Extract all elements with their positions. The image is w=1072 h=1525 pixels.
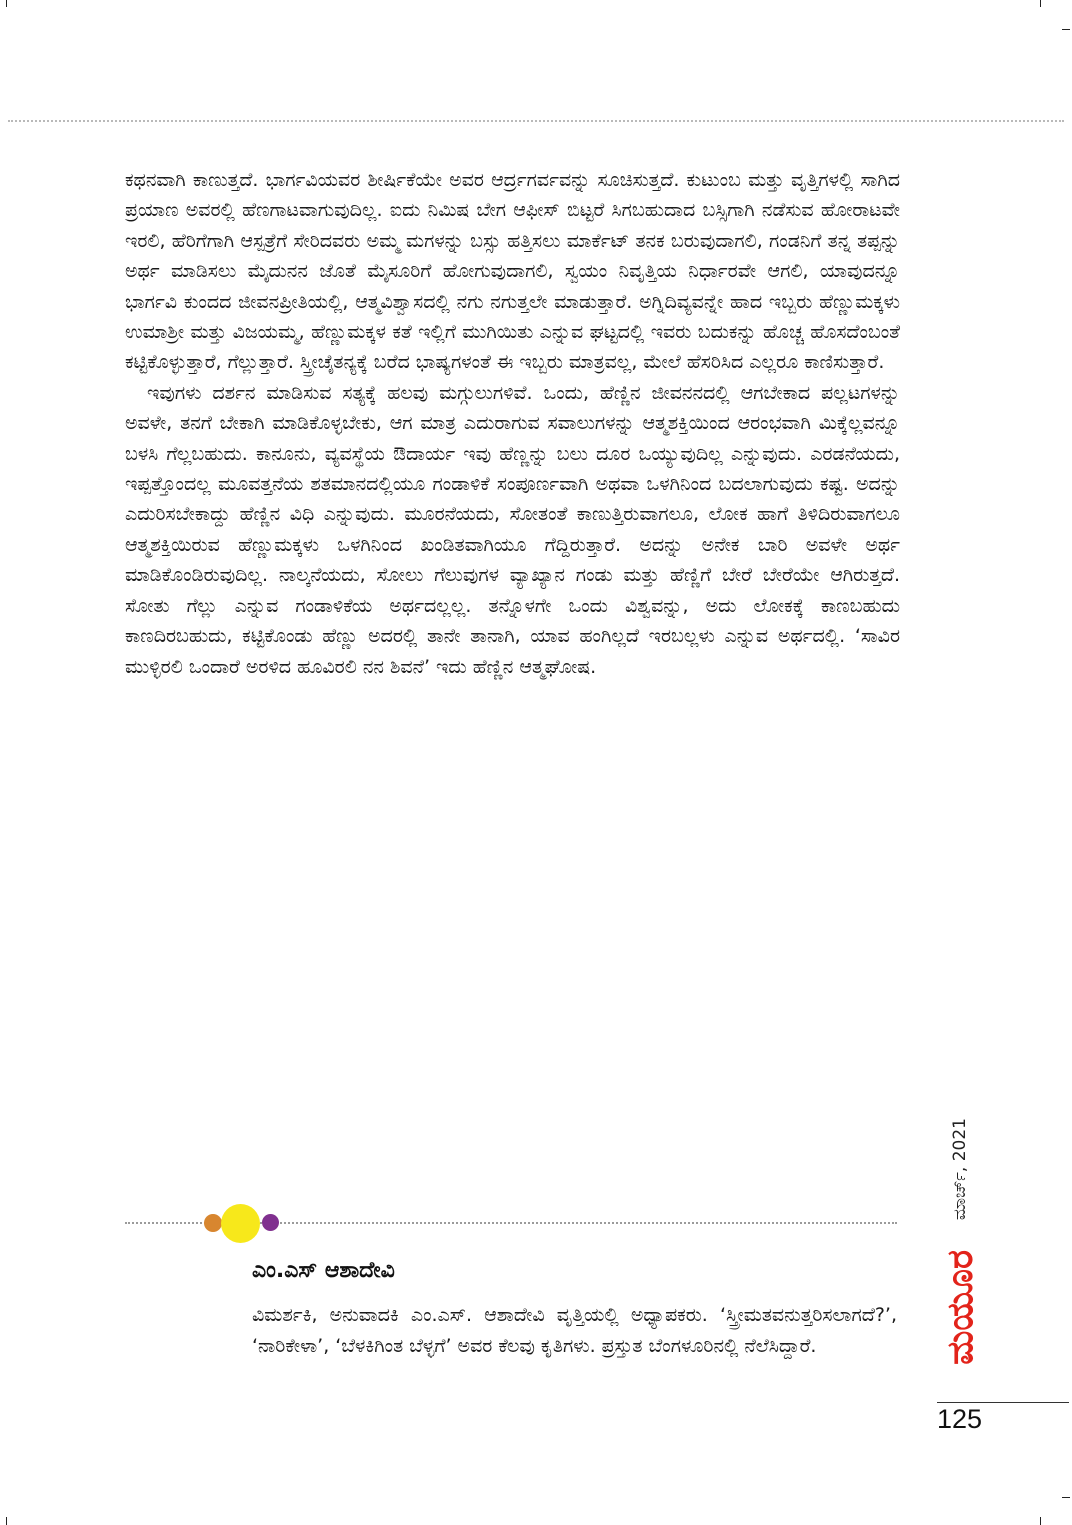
crop-mark-bottom-left [6,1517,7,1525]
magazine-logo-text: ಮಯೂರ [939,1249,981,1365]
article-paragraph-1: ಕಥನವಾಗಿ ಕಾಣುತ್ತದೆ. ಭಾರ್ಗವಿಯವರ ಶೀರ್ಷಿಕೆಯೇ ಅವರ ಆರ್ದ್ರಗರ್ವವನ್ನು ಸೂಚಿಸುತ್ತದೆ. ಕುಟುಂಬ ಮತ್ತು ವೃತ್ತಿಗಳಲ್ಲಿ ಸಾಗಿದ ಪ್ರಯಾಣ ಅವರಲ್ಲಿ ಹೆಣಗಾಟವಾಗುವುದಿಲ್ಲ. ಐದು ನಿಮಿಷ ಬೇಗ ಆಫೀಸ್ ಬಿಟ್ಟರೆ ಸಿಗಬಹುದಾದ ಬಸ್ಸಿಗಾಗಿ ನಡೆಸುವ ಹೋರಾಟವೇ ಇರಲಿ, ಹೆರಿಗೆಗಾಗಿ ಆಸ್ಪತ್ರೆಗೆ ಸೇರಿದವರು ಅಮ್ಮ ಮಗಳನ್ನು ಬಸ್ಸು ಹತ್ತಿಸಲು ಮಾರ್ಕೆಟ್ ತನಕ ಬರುವುದಾಗಲಿ, ಗಂಡನಿಗೆ ತನ್ನ ತಪ್ಪನ್ನು ಅರ್ಥ ಮಾಡಿಸಲು ಮೈದುನನ ಜೊತೆ ಮೈಸೂರಿಗೆ ಹೋಗುವುದಾಗಲಿ, ಸ್ವಯಂ ನಿವೃತ್ತಿಯ ನಿರ್ಧಾರವೇ ಆಗಲಿ, ಯಾವುದನ್ನೂ ಭಾರ್ಗವಿ ಕುಂದದ ಜೀವನಪ್ರೀತಿಯಲ್ಲಿ, ಆತ್ಮವಿಶ್ವಾಸದಲ್ಲಿ ನಗು ನಗುತ್ತಲೇ ಮಾಡುತ್ತಾರೆ. ಅಗ್ನಿದಿವ್ಯವನ್ನೇ ಹಾದ ಇಬ್ಬರು ಹೆಣ್ಣುಮಕ್ಕಳು ಉಮಾಶ್ರೀ ಮತ್ತು ವಿಜಯಮ್ಮ, ಹೆಣ್ಣುಮಕ್ಕಳ ಕತೆ ಇಲ್ಲಿಗೆ ಮುಗಿಯಿತು ಎನ್ನುವ ಘಟ್ಟದಲ್ಲಿ ಇವರು ಬದುಕನ್ನು ಹೊಚ್ಚ ಹೊಸದೆಂಬಂತೆ ಕಟ್ಟಿಕೊಳ್ಳುತ್ತಾರೆ, ಗೆಲ್ಲುತ್ತಾರೆ. ಸ್ತ್ರೀಚೈತನ್ಯಕ್ಕೆ ಬರೆದ ಭಾಷ್ಯಗಳಂತೆ ಈ ಇಬ್ಬರು ಮಾತ್ರವಲ್ಲ, ಮೇಲೆ ಹೆಸರಿಸಿದ ಎಲ್ಲರೂ ಕಾಣಿಸುತ್ತಾರೆ. [125,169,900,374]
issue-date [945,1090,975,1220]
page-number: 125 [937,1404,983,1434]
crop-mark-top-left [6,0,7,7]
crop-mark-top-right [1040,0,1041,7]
issue-date-text: ಮಾರ್ಚ್, 2021 [950,1117,970,1220]
crop-mark-bottom-right [1040,1517,1041,1525]
page-number-rule [937,1402,1069,1403]
magazine-logo [935,1232,985,1382]
article-body [125,165,900,682]
author-bio: ವಿಮರ್ಶಕಿ, ಅನುವಾದಕಿ ಎಂ.ಎಸ್. ಆಶಾದೇವಿ ವೃತ್ತಿಯಲ್ಲಿ ಅಧ್ಯಾಪಕರು. ‘ಸ್ತ್ರೀಮತವನುತ್ತರಿಸಲಾಗದೆ?’, ‘ನಾರಿಕೇಳಾ’, ‘ಬೆಳಕಿಗಿಂತ ಬೆಳ್ಳಗೆ’ ಅವರ ಕೆಲವು ಕೃತಿಗಳು. ಪ್ರಸ್ತುತ ಬೆಂಗಳೂರಿನಲ್ಲಿ ನೆಲೆಸಿದ್ದಾರೆ. [252,1304,897,1357]
author-name: ಎಂ.ಎಸ್ ಆಶಾದೇವಿ [252,1258,395,1283]
yellow-dot-ornament [221,1204,260,1243]
top-dotted-rule [8,120,1064,122]
crop-mark-right-upper [1062,29,1070,30]
crop-mark-right-lower [1062,1497,1070,1498]
orange-dot-ornament [204,1214,222,1232]
article-paragraph-2: ಇವುಗಳು ದರ್ಶನ ಮಾಡಿಸುವ ಸತ್ಯಕ್ಕೆ ಹಲವು ಮಗ್ಗುಲುಗಳಿವೆ. ಒಂದು, ಹೆಣ್ಣಿನ ಜೀವನನದಲ್ಲಿ ಆಗಬೇಕಾದ ಪಲ್ಲಟಗಳನ್ನು ಅವಳೇ, ತನಗೆ ಬೇಕಾಗಿ ಮಾಡಿಕೊಳ್ಳಬೇಕು, ಆಗ ಮಾತ್ರ ಎದುರಾಗುವ ಸವಾಲುಗಳನ್ನು ಆತ್ಮಶಕ್ತಿಯಿಂದ ಆರಂಭವಾಗಿ ಮಿಕ್ಕೆಲ್ಲವನ್ನೂ ಬಳಸಿ ಗೆಲ್ಲಬಹುದು. ಕಾನೂನು, ವ್ಯವಸ್ಥೆಯ ಔದಾರ್ಯ ಇವು ಹೆಣ್ಣನ್ನು ಬಲು ದೂರ ಒಯ್ಯುವುದಿಲ್ಲ ಎನ್ನುವುದು. ಎರಡನೆಯದು, ಇಪ್ಪತ್ತೊಂದಲ್ಲ ಮೂವತ್ತನೆಯ ಶತಮಾನದಲ್ಲಿಯೂ ಗಂಡಾಳಿಕೆ ಸಂಪೂರ್ಣವಾಗಿ ಅಥವಾ ಒಳಗಿನಿಂದ ಬದಲಾಗುವುದು ಕಷ್ಟ. ಅದನ್ನು ಎದುರಿಸಬೇಕಾದ್ದು ಹೆಣ್ಣಿನ ವಿಧಿ ಎನ್ನುವುದು. ಮೂರನೆಯದು, ಸೋತಂತೆ ಕಾಣುತ್ತಿರುವಾಗಲೂ, ಲೋಕ ಹಾಗೆ ತಿಳಿದಿರುವಾಗಲೂ ಆತ್ಮಶಕ್ತಿಯಿರುವ ಹೆಣ್ಣುಮಕ್ಕಳು ಒಳಗಿನಿಂದ ಖಂಡಿತವಾಗಿಯೂ ಗೆದ್ದಿರುತ್ತಾರೆ. ಅದನ್ನು ಅನೇಕ ಬಾರಿ ಅವಳೇ ಅರ್ಥ ಮಾಡಿಕೊಂಡಿರುವುದಿಲ್ಲ. ನಾಲ್ಕನೆಯದು, ಸೋಲು ಗೆಲುವುಗಳ ವ್ಯಾಖ್ಯಾನ ಗಂಡು ಮತ್ತು ಹೆಣ್ಣಿಗೆ ಬೇರೆ ಬೇರೆಯೇ ಆಗಿರುತ್ತದೆ. ಸೋತು ಗೆಲ್ಲು ಎನ್ನುವ ಗಂಡಾಳಿಕೆಯ ಅರ್ಥದಲ್ಲಲ್ಲ. ತನ್ನೊಳಗೇ ಒಂದು ವಿಶ್ವವನ್ನು, ಅದು ಲೋಕಕ್ಕೆ ಕಾಣಬಹುದು ಕಾಣದಿರಬಹುದು, ಕಟ್ಟಿಕೊಂಡು ಹೆಣ್ಣು ಅದರಲ್ಲಿ ತಾನೇ ತಾನಾಗಿ, ಯಾವ ಹಂಗಿಲ್ಲದೆ ಇರಬಲ್ಲಳು ಎನ್ನುವ ಅರ್ಥದಲ್ಲಿ. ‘ಸಾವಿರ ಮುಳ್ಳಿರಲಿ ಒಂದಾರೆ ಅರಳಿದ ಹೂವಿರಲಿ ನನ ಶಿವನೆ’ ಇದು ಹೆಣ್ಣಿನ ಆತ್ಮಘೋಷ. [125,381,900,678]
purple-dot-ornament [262,1214,279,1231]
